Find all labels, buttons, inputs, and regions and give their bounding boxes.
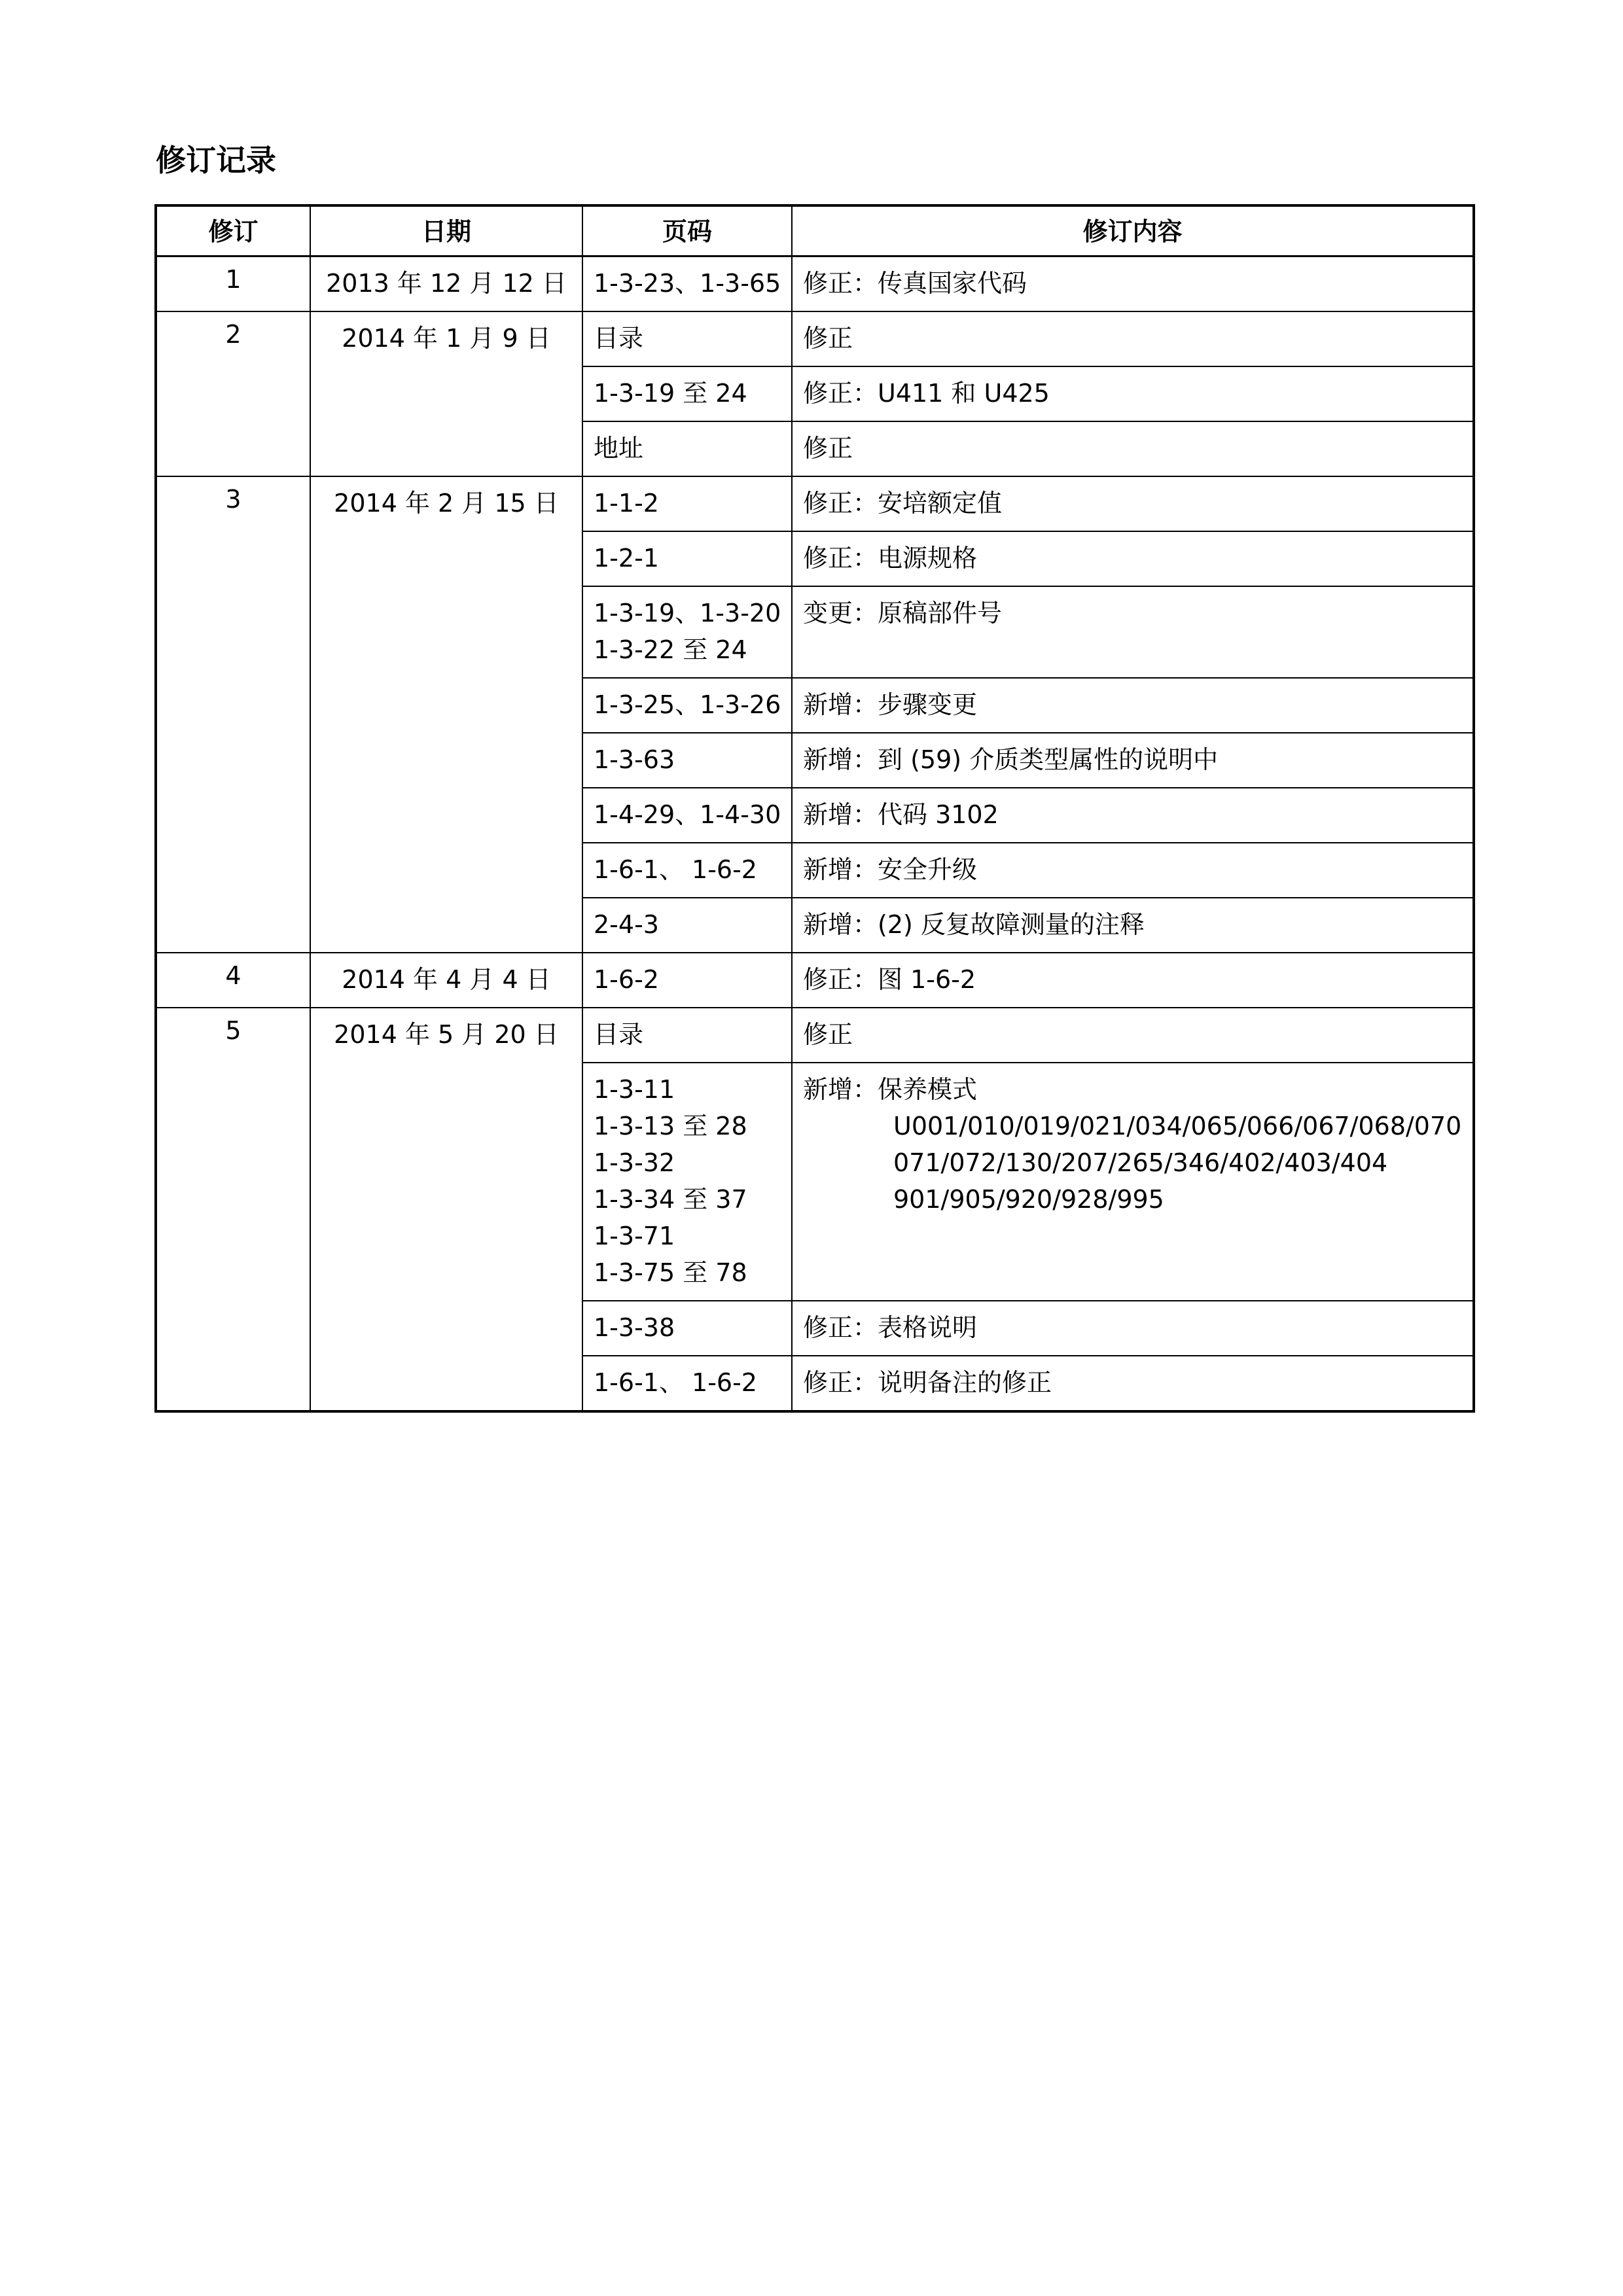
revision-content: 修正：表格说明 [792, 1301, 1474, 1356]
revision-page: 1-4-29、1-4-30 [582, 788, 792, 843]
page-line: 1-3-13 至 28 [594, 1112, 747, 1140]
revision-page: 1-3-19 至 24 [582, 366, 792, 421]
revision-date: 2014 年 4 月 4 日 [310, 953, 582, 1008]
revision-content: 修正 [792, 1008, 1474, 1063]
revision-number: 5 [156, 1008, 310, 1411]
page-line: 1-3-19、1-3-20 [594, 599, 781, 627]
header-page: 页码 [582, 205, 792, 256]
revision-date: 2013 年 12 月 12 日 [310, 256, 582, 312]
revision-content: 新增：步骤变更 [792, 678, 1474, 733]
page-line: 1-3-75 至 78 [594, 1258, 747, 1287]
revision-content: 修正：U411 和 U425 [792, 366, 1474, 421]
revision-page: 1-6-1、 1-6-2 [582, 1356, 792, 1411]
header-revision: 修订 [156, 205, 310, 256]
revision-date: 2014 年 2 月 15 日 [310, 476, 582, 953]
page-line: 1-3-11 [594, 1075, 675, 1104]
table-header-row [156, 205, 1474, 256]
revision-page: 1-3-23、1-3-65 [582, 256, 792, 312]
revision-table [154, 204, 1475, 1413]
mode-code-line: 901/905/920/928/995 [893, 1185, 1164, 1214]
page-line: 1-3-34 至 37 [594, 1185, 747, 1214]
revision-page: 1-3-25、1-3-26 [582, 678, 792, 733]
revision-page: 1-3-63 [582, 733, 792, 788]
page-line: 1-3-22 至 24 [594, 635, 747, 664]
mode-code-line: U001/010/019/021/034/065/066/067/068/070 [893, 1112, 1462, 1140]
header-date: 日期 [310, 205, 582, 256]
revision-content [792, 1063, 1474, 1301]
revision-content: 新增：安全升级 [792, 843, 1474, 898]
revision-content: 变更：原稿部件号 [792, 586, 1474, 678]
revision-number: 1 [156, 256, 310, 312]
table-row [156, 256, 1474, 312]
revision-page [582, 586, 792, 678]
table-row [156, 311, 1474, 366]
revision-page: 1-6-1、 1-6-2 [582, 843, 792, 898]
revision-number: 4 [156, 953, 310, 1008]
page-line: 1-3-71 [594, 1222, 675, 1250]
revision-content: 修正：传真国家代码 [792, 256, 1474, 312]
revision-page: 1-2-1 [582, 531, 792, 586]
revision-content: 修正 [792, 311, 1474, 366]
revision-page: 地址 [582, 421, 792, 476]
revision-content: 修正：说明备注的修正 [792, 1356, 1474, 1411]
table-row [156, 476, 1474, 531]
revision-content: 新增：(2) 反复故障测量的注释 [792, 898, 1474, 953]
revision-number: 2 [156, 311, 310, 476]
table-row [156, 953, 1474, 1008]
revision-page: 1-1-2 [582, 476, 792, 531]
page-line: 1-3-32 [594, 1148, 675, 1177]
mode-code-line: 071/072/130/207/265/346/402/403/404 [893, 1148, 1388, 1177]
content-line: 新增：保养模式 [803, 1075, 978, 1104]
revision-content: 新增：代码 3102 [792, 788, 1474, 843]
revision-content: 修正：电源规格 [792, 531, 1474, 586]
revision-number: 3 [156, 476, 310, 953]
revision-page: 目录 [582, 1008, 792, 1063]
revision-page: 1-6-2 [582, 953, 792, 1008]
revision-content: 修正 [792, 421, 1474, 476]
revision-date: 2014 年 5 月 20 日 [310, 1008, 582, 1411]
revision-page [582, 1063, 792, 1301]
table-row [156, 1008, 1474, 1063]
revision-page: 目录 [582, 311, 792, 366]
revision-content: 修正：图 1-6-2 [792, 953, 1474, 1008]
page-title: 修订记录 [156, 143, 276, 178]
revision-page: 1-3-38 [582, 1301, 792, 1356]
revision-page: 2-4-3 [582, 898, 792, 953]
revision-date: 2014 年 1 月 9 日 [310, 311, 582, 476]
header-content: 修订内容 [792, 205, 1474, 256]
revision-content: 新增：到 (59) 介质类型属性的说明中 [792, 733, 1474, 788]
revision-content: 修正：安培额定值 [792, 476, 1474, 531]
